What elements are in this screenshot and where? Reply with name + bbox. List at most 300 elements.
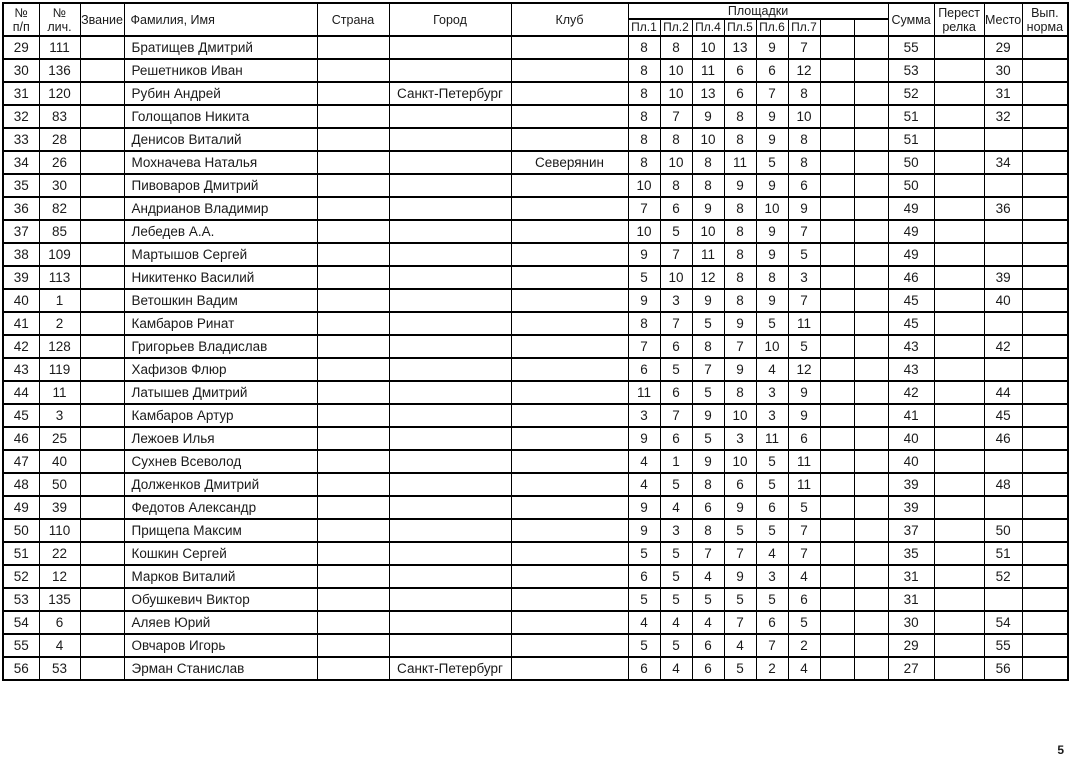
cell-score-pl7: 9 [788, 381, 820, 404]
cell-score-pl5: 8 [724, 289, 756, 312]
cell-country [317, 358, 389, 381]
cell-score-extra-1 [820, 358, 854, 381]
cell-personal-number: 6 [39, 611, 80, 634]
cell-score-pl6: 10 [756, 335, 788, 358]
cell-norm [1022, 36, 1068, 59]
cell-rank [80, 128, 124, 151]
cell-city [389, 36, 511, 59]
cell-norm [1022, 381, 1068, 404]
cell-country [317, 36, 389, 59]
cell-norm [1022, 197, 1068, 220]
cell-score-pl2: 7 [660, 105, 692, 128]
table-row [3, 611, 1068, 634]
cell-score-pl4: 5 [692, 427, 724, 450]
cell-place: 34 [984, 151, 1022, 174]
cell-country [317, 657, 389, 680]
cell-rank [80, 496, 124, 519]
cell-personal-number: 26 [39, 151, 80, 174]
cell-score-pl1: 8 [628, 82, 660, 105]
cell-name: Латышев Дмитрий [124, 381, 317, 404]
cell-personal-number: 25 [39, 427, 80, 450]
cell-score-pl1: 4 [628, 611, 660, 634]
cell-score-pl2: 4 [660, 657, 692, 680]
cell-score-pl4: 4 [692, 565, 724, 588]
cell-name: Братищев Дмитрий [124, 36, 317, 59]
cell-score-extra-1 [820, 611, 854, 634]
cell-norm [1022, 289, 1068, 312]
cell-shootout [934, 289, 984, 312]
table-row [3, 496, 1068, 519]
cell-country [317, 197, 389, 220]
cell-country [317, 611, 389, 634]
cell-shootout [934, 266, 984, 289]
cell-city [389, 289, 511, 312]
cell-place: 48 [984, 473, 1022, 496]
cell-score-pl1: 11 [628, 381, 660, 404]
cell-name: Аляев Юрий [124, 611, 317, 634]
cell-score-pl2: 10 [660, 151, 692, 174]
header-seq-number: № п/п [3, 3, 39, 36]
cell-score-pl6: 6 [756, 496, 788, 519]
cell-score-pl7: 7 [788, 519, 820, 542]
cell-country [317, 496, 389, 519]
cell-score-extra-1 [820, 427, 854, 450]
cell-norm [1022, 174, 1068, 197]
cell-score-pl2: 5 [660, 473, 692, 496]
cell-place: 45 [984, 404, 1022, 427]
cell-score-pl6: 7 [756, 634, 788, 657]
cell-country [317, 542, 389, 565]
cell-norm [1022, 59, 1068, 82]
cell-norm [1022, 473, 1068, 496]
cell-score-pl5: 5 [724, 588, 756, 611]
cell-personal-number: 128 [39, 335, 80, 358]
cell-name: Лежоев Илья [124, 427, 317, 450]
cell-score-pl6: 9 [756, 220, 788, 243]
cell-sum: 39 [888, 496, 934, 519]
cell-score-pl4: 9 [692, 450, 724, 473]
cell-shootout [934, 174, 984, 197]
table-row [3, 82, 1068, 105]
table-row [3, 151, 1068, 174]
cell-score-extra-1 [820, 128, 854, 151]
header-sum: Сумма [888, 3, 934, 36]
cell-score-extra-1 [820, 565, 854, 588]
cell-rank [80, 105, 124, 128]
cell-score-pl7: 4 [788, 657, 820, 680]
cell-score-pl7: 8 [788, 128, 820, 151]
cell-country [317, 519, 389, 542]
cell-personal-number: 30 [39, 174, 80, 197]
cell-score-pl4: 10 [692, 220, 724, 243]
cell-place [984, 450, 1022, 473]
cell-name: Григорьев Владислав [124, 335, 317, 358]
cell-place [984, 220, 1022, 243]
cell-name: Федотов Александр [124, 496, 317, 519]
cell-rank [80, 565, 124, 588]
cell-shootout [934, 82, 984, 105]
cell-rank [80, 588, 124, 611]
cell-score-pl5: 3 [724, 427, 756, 450]
cell-club [511, 312, 628, 335]
cell-score-pl4: 6 [692, 634, 724, 657]
cell-seq-number: 34 [3, 151, 39, 174]
cell-name: Мартышов Сергей [124, 243, 317, 266]
cell-place [984, 496, 1022, 519]
cell-score-pl6: 5 [756, 473, 788, 496]
cell-seq-number: 56 [3, 657, 39, 680]
cell-score-pl2: 8 [660, 36, 692, 59]
cell-name: Лебедев А.А. [124, 220, 317, 243]
cell-club [511, 450, 628, 473]
cell-score-extra-1 [820, 220, 854, 243]
cell-score-extra-2 [854, 151, 888, 174]
cell-city [389, 473, 511, 496]
cell-score-pl5: 10 [724, 404, 756, 427]
cell-score-pl5: 8 [724, 381, 756, 404]
cell-shootout [934, 657, 984, 680]
cell-shootout [934, 496, 984, 519]
cell-score-pl6: 9 [756, 105, 788, 128]
cell-score-pl7: 10 [788, 105, 820, 128]
cell-score-pl2: 10 [660, 82, 692, 105]
cell-score-pl6: 5 [756, 151, 788, 174]
cell-score-extra-2 [854, 197, 888, 220]
cell-score-extra-1 [820, 588, 854, 611]
cell-score-pl1: 10 [628, 220, 660, 243]
cell-seq-number: 39 [3, 266, 39, 289]
cell-score-extra-2 [854, 588, 888, 611]
cell-country [317, 634, 389, 657]
cell-name: Никитенко Василий [124, 266, 317, 289]
cell-country [317, 450, 389, 473]
cell-score-extra-2 [854, 381, 888, 404]
cell-score-pl6: 9 [756, 128, 788, 151]
cell-place: 42 [984, 335, 1022, 358]
cell-country [317, 220, 389, 243]
cell-score-pl2: 5 [660, 220, 692, 243]
cell-score-extra-2 [854, 542, 888, 565]
cell-norm [1022, 634, 1068, 657]
cell-score-pl4: 8 [692, 335, 724, 358]
cell-score-extra-2 [854, 266, 888, 289]
cell-score-pl4: 8 [692, 174, 724, 197]
cell-shootout [934, 197, 984, 220]
cell-norm [1022, 358, 1068, 381]
cell-sum: 45 [888, 312, 934, 335]
cell-score-pl7: 11 [788, 473, 820, 496]
cell-score-pl4: 11 [692, 59, 724, 82]
cell-place: 44 [984, 381, 1022, 404]
cell-score-pl6: 11 [756, 427, 788, 450]
cell-country [317, 588, 389, 611]
cell-score-pl7: 6 [788, 174, 820, 197]
header-platform-7: Пл.7 [788, 19, 820, 36]
cell-sum: 41 [888, 404, 934, 427]
cell-personal-number: 119 [39, 358, 80, 381]
cell-seq-number: 52 [3, 565, 39, 588]
header-platform-5: Пл.5 [724, 19, 756, 36]
cell-place: 32 [984, 105, 1022, 128]
table-row [3, 59, 1068, 82]
cell-sum: 50 [888, 151, 934, 174]
cell-shootout [934, 128, 984, 151]
cell-score-pl1: 6 [628, 358, 660, 381]
cell-club [511, 289, 628, 312]
cell-rank [80, 657, 124, 680]
cell-sum: 37 [888, 519, 934, 542]
table-header [3, 3, 1068, 36]
cell-club [511, 36, 628, 59]
header-platform-1: Пл.1 [628, 19, 660, 36]
cell-rank [80, 358, 124, 381]
cell-score-pl2: 5 [660, 542, 692, 565]
cell-personal-number: 113 [39, 266, 80, 289]
cell-club [511, 243, 628, 266]
table-row [3, 450, 1068, 473]
cell-score-pl6: 2 [756, 657, 788, 680]
cell-score-extra-2 [854, 59, 888, 82]
cell-score-pl7: 8 [788, 151, 820, 174]
cell-score-pl4: 5 [692, 588, 724, 611]
cell-place [984, 312, 1022, 335]
cell-score-pl7: 12 [788, 358, 820, 381]
cell-score-pl6: 9 [756, 36, 788, 59]
cell-seq-number: 38 [3, 243, 39, 266]
cell-city [389, 105, 511, 128]
cell-city [389, 611, 511, 634]
cell-place [984, 243, 1022, 266]
cell-score-pl7: 6 [788, 427, 820, 450]
cell-score-extra-1 [820, 197, 854, 220]
cell-score-pl5: 10 [724, 450, 756, 473]
cell-personal-number: 120 [39, 82, 80, 105]
cell-score-pl7: 5 [788, 496, 820, 519]
cell-name: Сухнев Всеволод [124, 450, 317, 473]
cell-rank [80, 381, 124, 404]
cell-sum: 43 [888, 335, 934, 358]
cell-city [389, 358, 511, 381]
header-rank: Звание [80, 3, 124, 36]
table-row [3, 519, 1068, 542]
cell-club [511, 335, 628, 358]
cell-score-extra-2 [854, 611, 888, 634]
cell-score-pl7: 5 [788, 335, 820, 358]
cell-norm [1022, 82, 1068, 105]
cell-score-extra-1 [820, 335, 854, 358]
cell-score-pl6: 6 [756, 59, 788, 82]
cell-sum: 43 [888, 358, 934, 381]
cell-seq-number: 51 [3, 542, 39, 565]
cell-seq-number: 47 [3, 450, 39, 473]
cell-score-pl2: 10 [660, 266, 692, 289]
cell-norm [1022, 151, 1068, 174]
cell-score-extra-2 [854, 404, 888, 427]
cell-score-pl4: 6 [692, 657, 724, 680]
cell-country [317, 243, 389, 266]
cell-score-pl5: 7 [724, 335, 756, 358]
cell-score-pl4: 5 [692, 312, 724, 335]
cell-score-pl5: 9 [724, 312, 756, 335]
cell-sum: 39 [888, 473, 934, 496]
cell-score-extra-1 [820, 174, 854, 197]
table-row [3, 105, 1068, 128]
cell-name: Пивоваров Дмитрий [124, 174, 317, 197]
cell-score-pl4: 13 [692, 82, 724, 105]
header-place: Место [984, 3, 1022, 36]
cell-name: Обушкевич Виктор [124, 588, 317, 611]
cell-seq-number: 37 [3, 220, 39, 243]
cell-name: Кошкин Сергей [124, 542, 317, 565]
cell-sum: 45 [888, 289, 934, 312]
cell-city [389, 312, 511, 335]
cell-norm [1022, 105, 1068, 128]
cell-score-pl5: 5 [724, 519, 756, 542]
cell-score-pl7: 7 [788, 542, 820, 565]
cell-sum: 46 [888, 266, 934, 289]
cell-place: 30 [984, 59, 1022, 82]
cell-personal-number: 110 [39, 519, 80, 542]
cell-score-pl5: 8 [724, 220, 756, 243]
cell-shootout [934, 473, 984, 496]
table-row [3, 358, 1068, 381]
cell-score-pl2: 5 [660, 565, 692, 588]
cell-score-pl7: 7 [788, 289, 820, 312]
cell-score-extra-1 [820, 151, 854, 174]
cell-norm [1022, 427, 1068, 450]
cell-score-pl2: 6 [660, 427, 692, 450]
cell-score-pl4: 7 [692, 542, 724, 565]
cell-club [511, 519, 628, 542]
cell-score-pl7: 12 [788, 59, 820, 82]
cell-country [317, 473, 389, 496]
cell-score-extra-1 [820, 542, 854, 565]
cell-score-pl7: 6 [788, 588, 820, 611]
cell-place: 29 [984, 36, 1022, 59]
cell-seq-number: 55 [3, 634, 39, 657]
cell-score-pl5: 7 [724, 611, 756, 634]
cell-rank [80, 427, 124, 450]
cell-score-pl6: 5 [756, 450, 788, 473]
cell-norm [1022, 404, 1068, 427]
cell-rank [80, 611, 124, 634]
header-city: Город [389, 3, 511, 36]
cell-score-pl1: 8 [628, 36, 660, 59]
cell-sum: 51 [888, 105, 934, 128]
cell-personal-number: 83 [39, 105, 80, 128]
cell-name: Андрианов Владимир [124, 197, 317, 220]
cell-city [389, 427, 511, 450]
cell-rank [80, 59, 124, 82]
cell-personal-number: 2 [39, 312, 80, 335]
cell-score-extra-2 [854, 312, 888, 335]
cell-rank [80, 542, 124, 565]
cell-shootout [934, 542, 984, 565]
cell-personal-number: 111 [39, 36, 80, 59]
cell-score-extra-1 [820, 243, 854, 266]
cell-club [511, 82, 628, 105]
cell-score-pl1: 6 [628, 565, 660, 588]
cell-shootout [934, 36, 984, 59]
cell-score-pl5: 9 [724, 174, 756, 197]
cell-score-pl4: 12 [692, 266, 724, 289]
cell-score-pl6: 9 [756, 289, 788, 312]
cell-club [511, 473, 628, 496]
cell-rank [80, 634, 124, 657]
cell-personal-number: 53 [39, 657, 80, 680]
cell-score-pl6: 5 [756, 519, 788, 542]
table-row [3, 473, 1068, 496]
cell-personal-number: 1 [39, 289, 80, 312]
cell-score-extra-1 [820, 59, 854, 82]
cell-seq-number: 35 [3, 174, 39, 197]
cell-score-pl7: 2 [788, 634, 820, 657]
cell-personal-number: 12 [39, 565, 80, 588]
cell-personal-number: 135 [39, 588, 80, 611]
cell-city [389, 588, 511, 611]
table-row [3, 243, 1068, 266]
cell-score-pl4: 10 [692, 128, 724, 151]
cell-rank [80, 220, 124, 243]
cell-score-pl1: 10 [628, 174, 660, 197]
cell-score-pl4: 4 [692, 611, 724, 634]
cell-score-pl4: 10 [692, 36, 724, 59]
cell-seq-number: 41 [3, 312, 39, 335]
cell-norm [1022, 496, 1068, 519]
cell-name: Голощапов Никита [124, 105, 317, 128]
cell-club [511, 657, 628, 680]
cell-score-pl2: 5 [660, 588, 692, 611]
cell-score-pl6: 10 [756, 197, 788, 220]
cell-score-pl5: 8 [724, 266, 756, 289]
cell-score-pl5: 9 [724, 358, 756, 381]
cell-shootout [934, 59, 984, 82]
cell-shootout [934, 404, 984, 427]
cell-seq-number: 30 [3, 59, 39, 82]
cell-score-pl6: 4 [756, 542, 788, 565]
table-row [3, 427, 1068, 450]
cell-score-pl2: 4 [660, 496, 692, 519]
cell-score-extra-2 [854, 496, 888, 519]
cell-place: 40 [984, 289, 1022, 312]
cell-personal-number: 11 [39, 381, 80, 404]
cell-score-pl4: 5 [692, 381, 724, 404]
header-row-group [3, 3, 1068, 19]
cell-score-pl7: 11 [788, 312, 820, 335]
cell-personal-number: 39 [39, 496, 80, 519]
cell-personal-number: 50 [39, 473, 80, 496]
cell-place: 31 [984, 82, 1022, 105]
cell-score-pl2: 6 [660, 197, 692, 220]
cell-score-extra-1 [820, 105, 854, 128]
header-country: Страна [317, 3, 389, 36]
cell-norm [1022, 450, 1068, 473]
cell-score-pl5: 5 [724, 657, 756, 680]
cell-shootout [934, 381, 984, 404]
cell-score-pl1: 9 [628, 243, 660, 266]
cell-norm [1022, 542, 1068, 565]
cell-city [389, 220, 511, 243]
cell-score-pl1: 6 [628, 657, 660, 680]
table-row [3, 289, 1068, 312]
cell-score-extra-2 [854, 289, 888, 312]
cell-score-pl1: 5 [628, 266, 660, 289]
cell-rank [80, 404, 124, 427]
cell-score-extra-2 [854, 335, 888, 358]
cell-name: Камбаров Артур [124, 404, 317, 427]
cell-score-pl1: 8 [628, 312, 660, 335]
cell-shootout [934, 312, 984, 335]
